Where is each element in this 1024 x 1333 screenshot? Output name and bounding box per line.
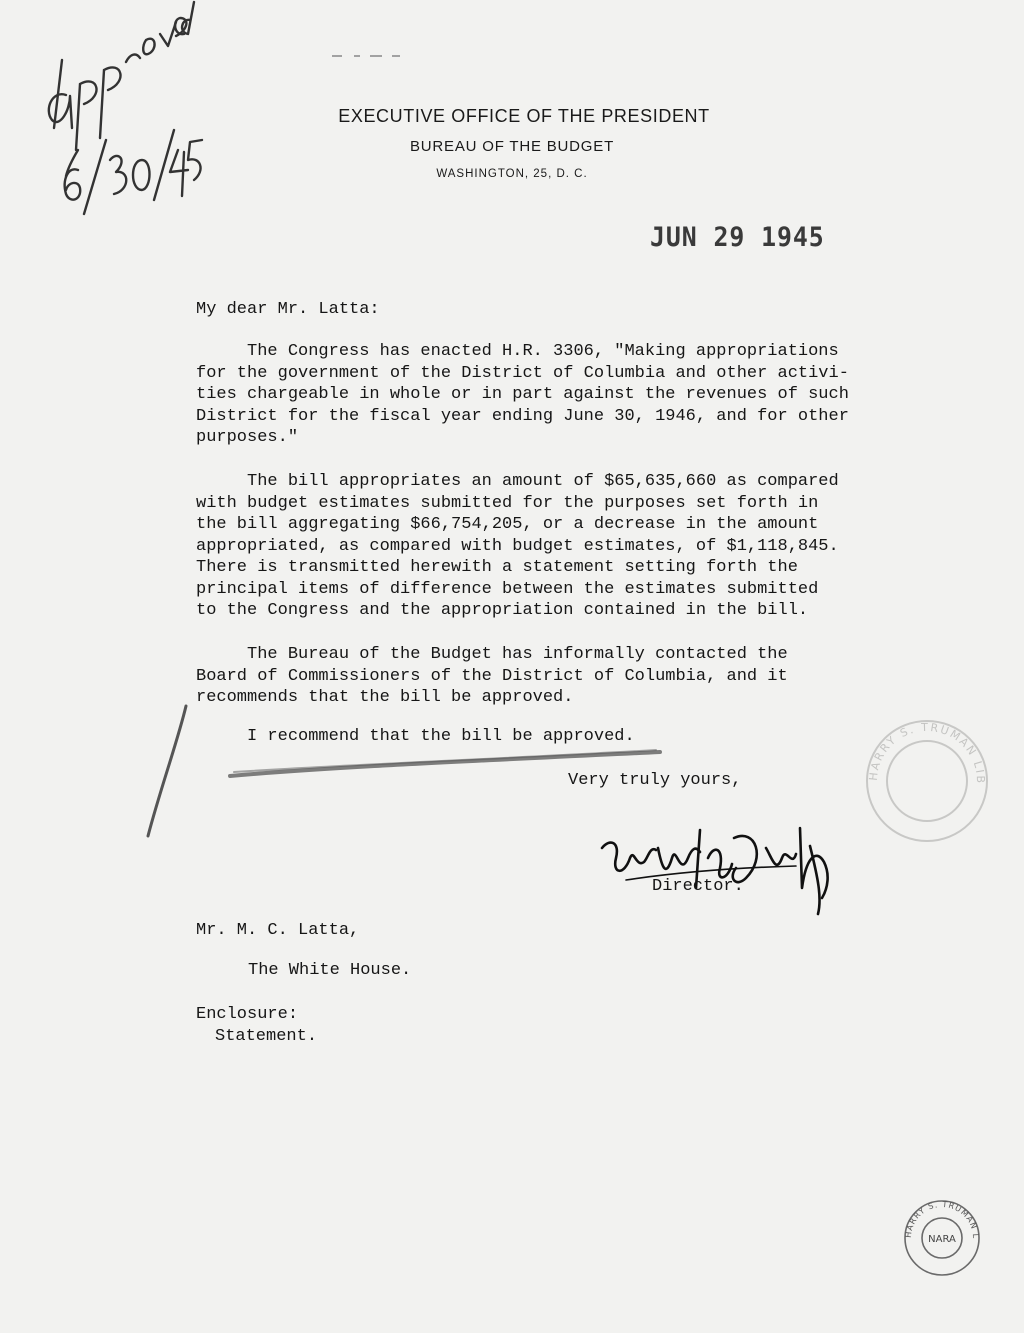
addressee-name: Mr. M. C. Latta, [196,921,360,940]
top-dash-marks [330,46,410,52]
enclosure-label: Enclosure: [196,1005,299,1024]
paragraph-4: I recommend that the bill be approved. [196,727,635,746]
enclosure-item: Statement. [215,1027,318,1046]
signature-title: Director. [652,877,744,896]
closing: Very truly yours, [568,771,742,790]
letterhead-address: WASHINGTON, 25, D. C. [436,168,588,180]
letterhead-title: EXECUTIVE OFFICE OF THE PRESIDENT [338,106,710,126]
faint-library-seal [862,716,992,846]
date-stamp: JUN 29 1945 [650,222,825,253]
paragraph-3: The Bureau of the Budget has informally contacted the Board of Commissioners of the District of Columbia, and it recommends that the bill be approved. [196,645,788,707]
nara-seal-text: HARRY S. TRUMAN L [903,1199,981,1240]
paragraph-1: The Congress has enacted H.R. 3306, "Making appropriations for the government of the District of Columbia and other activi- ties chargeable in whole or in part against the revenues of such District for the fiscal year ending June 30, 1946, and for other purposes." [196,342,849,447]
faint-seal-text: HARRY S. TRUMAN LIB [866,720,988,786]
svg-text:HARRY S. TRUMAN LIBRARY [862,716,987,785]
letterhead-bureau: BUREAU OF THE BUDGET [409,138,615,155]
director-signature [596,818,856,918]
nara-seal [902,1198,982,1278]
paragraph-2: The bill appropriates an amount of $65,635,660 as compared with budget estimates submitted for the purposes set forth in the bill aggregating $66,754,205, or a decrease in the amount appropriated, as compared with budget estimates, of $1,118,845. There is transmitted herewith a statement setting forth the principal items of difference between the estimates submitted to the Congress and the appropriation contained in the bill. [196,472,839,620]
salutation: My dear Mr. Latta: [196,300,380,319]
nara-label: NARA [928,1234,956,1245]
addressee-location: The White House. [248,961,412,980]
